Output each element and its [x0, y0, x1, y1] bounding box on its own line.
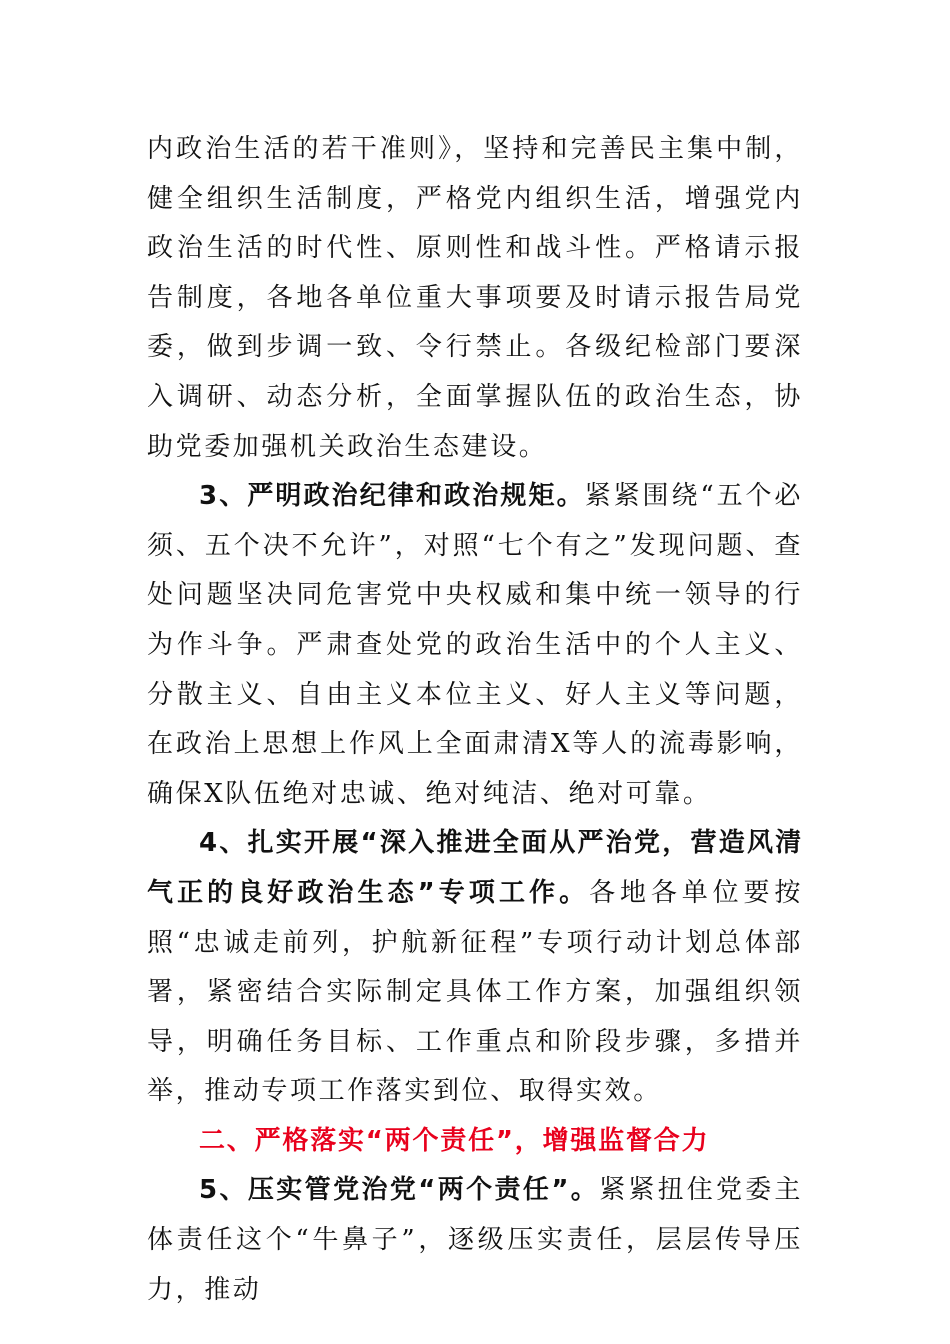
document-page — [147, 125, 803, 1315]
paragraph-item-5 — [147, 1166, 803, 1315]
paragraph-text: 内政治生活的若干准则》，坚持和完善民主集中制，健全组织生活制度，严格党内组织生活，增强党内政治生活的时代性、原则性和战斗性。严格请示报告制度，各地各单位重大事项要及时请示报告局党委，做到步调一致、令行禁止。各级纪检部门要深入调研、动态分析，全面掌握队伍的政治生态，协助党委加强机关政治生态建设。 — [147, 134, 803, 462]
paragraph-lead: 5、压实管党治党“两个责任”。 — [199, 1175, 600, 1206]
paragraph-continuation — [147, 125, 803, 472]
paragraph-lead: 4、扎实开展“深入推进全面从严治党，营造风清气正的良好政治生态”专项工作。 — [147, 828, 803, 908]
paragraph-text: 紧紧围绕“五个必须、五个决不允许”，对照“七个有之”发现问题、查处问题坚决同危害党中央权威和集中统一领导的行为作斗争。严肃查处党的政治生活中的个人主义、分散主义、自由主义本位主义、好人主义等问题，在政治上思想上作风上全面肃清X等人的流毒影响，确保X队伍绝对忠诚、绝对纯洁、绝对可靠。 — [147, 481, 803, 809]
paragraph-item-4 — [147, 819, 803, 1117]
section-heading: 二、严格落实“两个责任”，增强监督合力 — [199, 1125, 710, 1156]
paragraph-lead: 3、严明政治纪律和政治规矩。 — [199, 481, 585, 512]
paragraph-item-3 — [147, 472, 803, 819]
paragraph-text: 各地各单位要按照“忠诚走前列，护航新征程”专项行动计划总体部署，紧密结合实际制定具体工作方案，加强组织领导，明确任务目标、工作重点和阶段步骤，多措并举，推动专项工作落实到位、取得实效。 — [147, 877, 804, 1107]
paragraph-text: 紧紧扭住党委主体责任这个“牛鼻子”，逐级压实责任，层层传导压力，推动 — [147, 1175, 803, 1305]
